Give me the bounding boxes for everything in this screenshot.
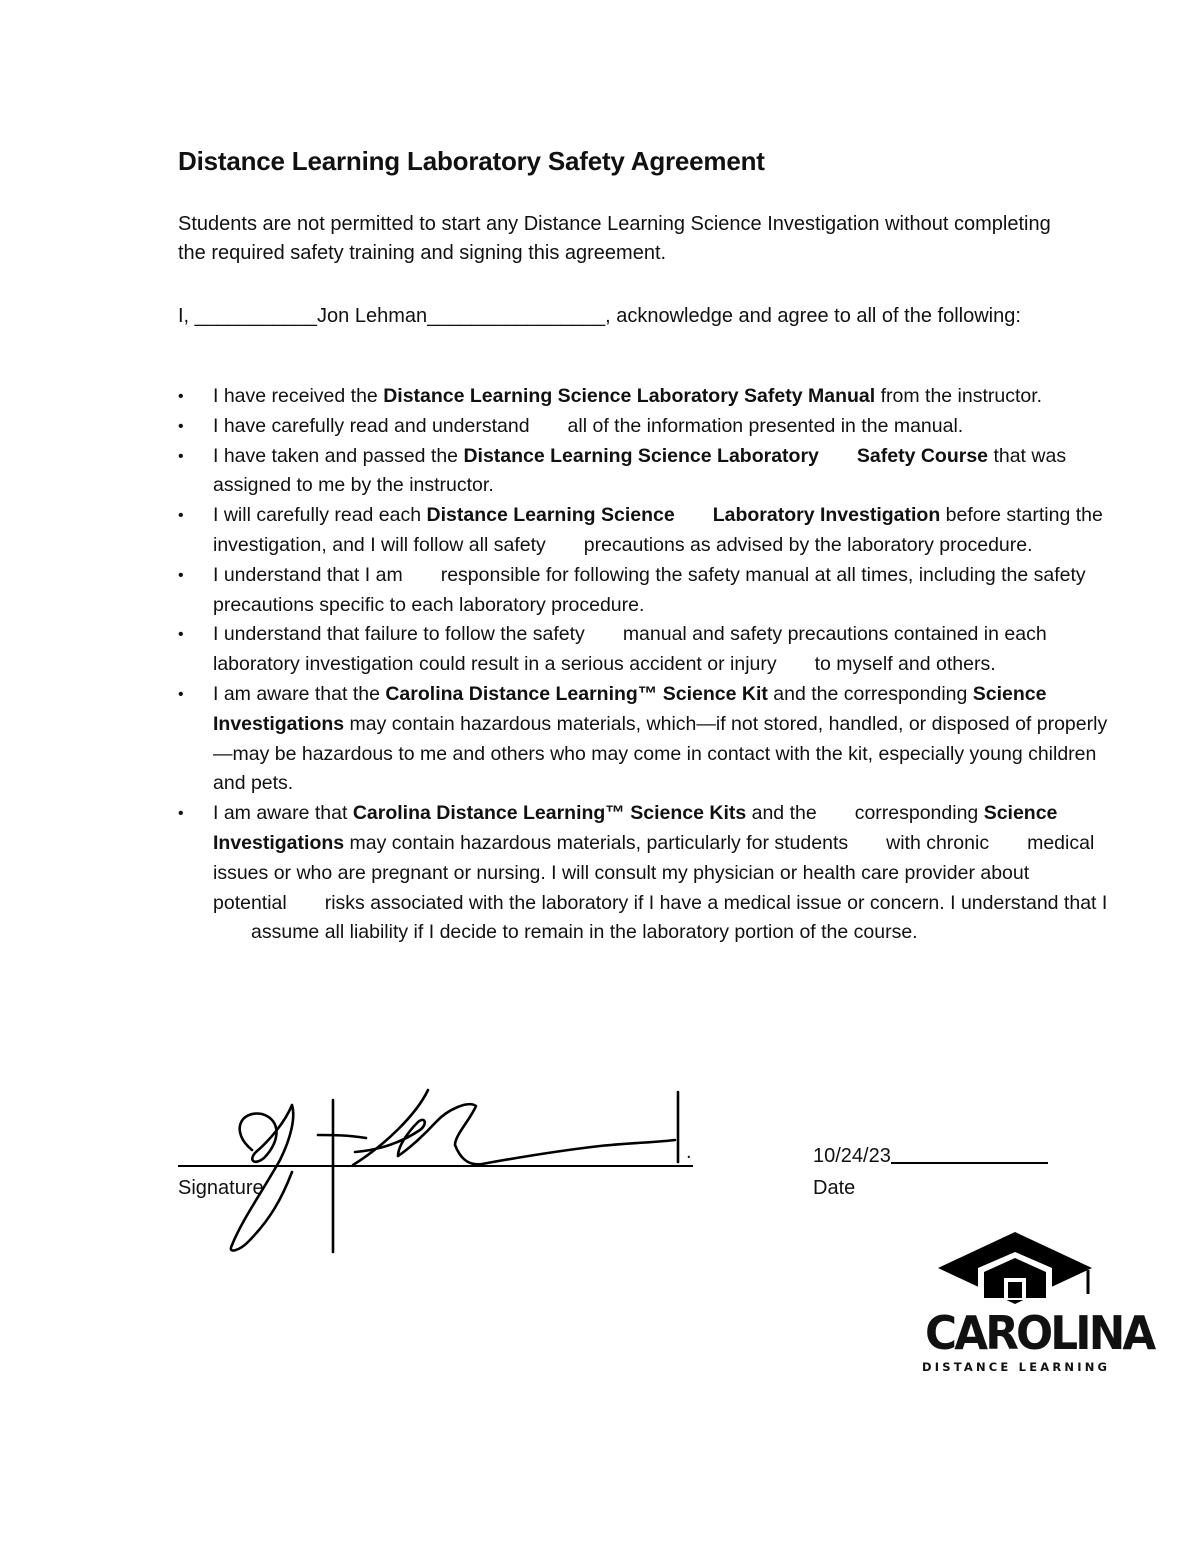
handwritten-signature [170, 1080, 700, 1265]
bullet-symbol: • [178, 566, 184, 584]
bullet-symbol: • [178, 507, 184, 525]
ack-suffix: , acknowledge and agree to all of the following: [605, 305, 1021, 327]
signature-label: Signature [178, 1177, 264, 1199]
date-label: Date [813, 1177, 856, 1199]
ack-blank-before: ___________ [194, 305, 318, 327]
date-underline [891, 1162, 1048, 1164]
list-item: • I have carefully read and understand all of the information presented in the manual. [178, 412, 1108, 442]
bullet-symbol: • [178, 447, 184, 465]
bullet-symbol: • [178, 805, 184, 823]
bullet-symbol: • [178, 626, 184, 644]
intro-paragraph: Students are not permitted to start any Distance Learning Science Investigation without completing the required safety training and signing this agreement. [178, 213, 1051, 264]
ack-prefix: I, [178, 305, 195, 327]
date-value: 10/24/23 [813, 1145, 891, 1167]
logo-tagline: DISTANCE LEARNING [922, 1360, 1111, 1374]
student-name: Jon Lehman [317, 305, 428, 327]
graduation-cap-house-icon [920, 1228, 1110, 1308]
list-item: • I will carefully read each Distance Learning Science Laboratory Investigation before starting the investigation, and I will follow all safety precautions as advised by the laboratory procedure. [178, 501, 1108, 561]
list-item: • I am aware that Carolina Distance Learning™ Science Kits and the corresponding Science Investigations may contain hazardous materials, particularly for students with chronic medical issues or who are pregnant or nursing. I will consult my physician or health care provider about potential risks associated with the laboratory if I have a medical issue or concern. I understand that Iassume all liability if I decide to remain in the laboratory portion of the course. [178, 799, 1108, 948]
signature-period: . [686, 1141, 692, 1163]
logo-wordmark: CAROLINA [925, 1306, 1154, 1360]
document-title: Distance Learning Laboratory Safety Agreement [178, 146, 765, 176]
list-item: • I have taken and passed the Distance Learning Science Laboratory Safety Course that was assigned to me by the instructor. [178, 442, 1108, 502]
list-item: • I understand that I am responsible for following the safety manual at all times, including the safety precautions specific to each laboratory procedure. [178, 561, 1108, 621]
ack-blank-after: ________________ [427, 305, 606, 327]
list-item: • I am aware that the Carolina Distance Learning™ Science Kit and the corresponding Science Investigations may contain hazardous materials, which—if not stored, handled, or disposed of properly—may be hazardous to me and others who may come in contact with the kit, especially young children and pets. [178, 680, 1108, 799]
bullet-symbol: • [178, 685, 184, 703]
list-item: • I understand that failure to follow the safety manual and safety precautions contained in each laboratory investigation could result in a serious accident or injury to myself and others. [178, 620, 1108, 680]
agreement-list [178, 382, 1108, 948]
bullet-symbol: • [178, 417, 184, 435]
bullet-symbol: • [178, 388, 184, 405]
date-field [813, 1145, 1048, 1168]
list-item: • I have received the Distance Learning Science Laboratory Safety Manual from the instructor. [178, 382, 1108, 412]
acknowledgement-line [178, 305, 1021, 328]
